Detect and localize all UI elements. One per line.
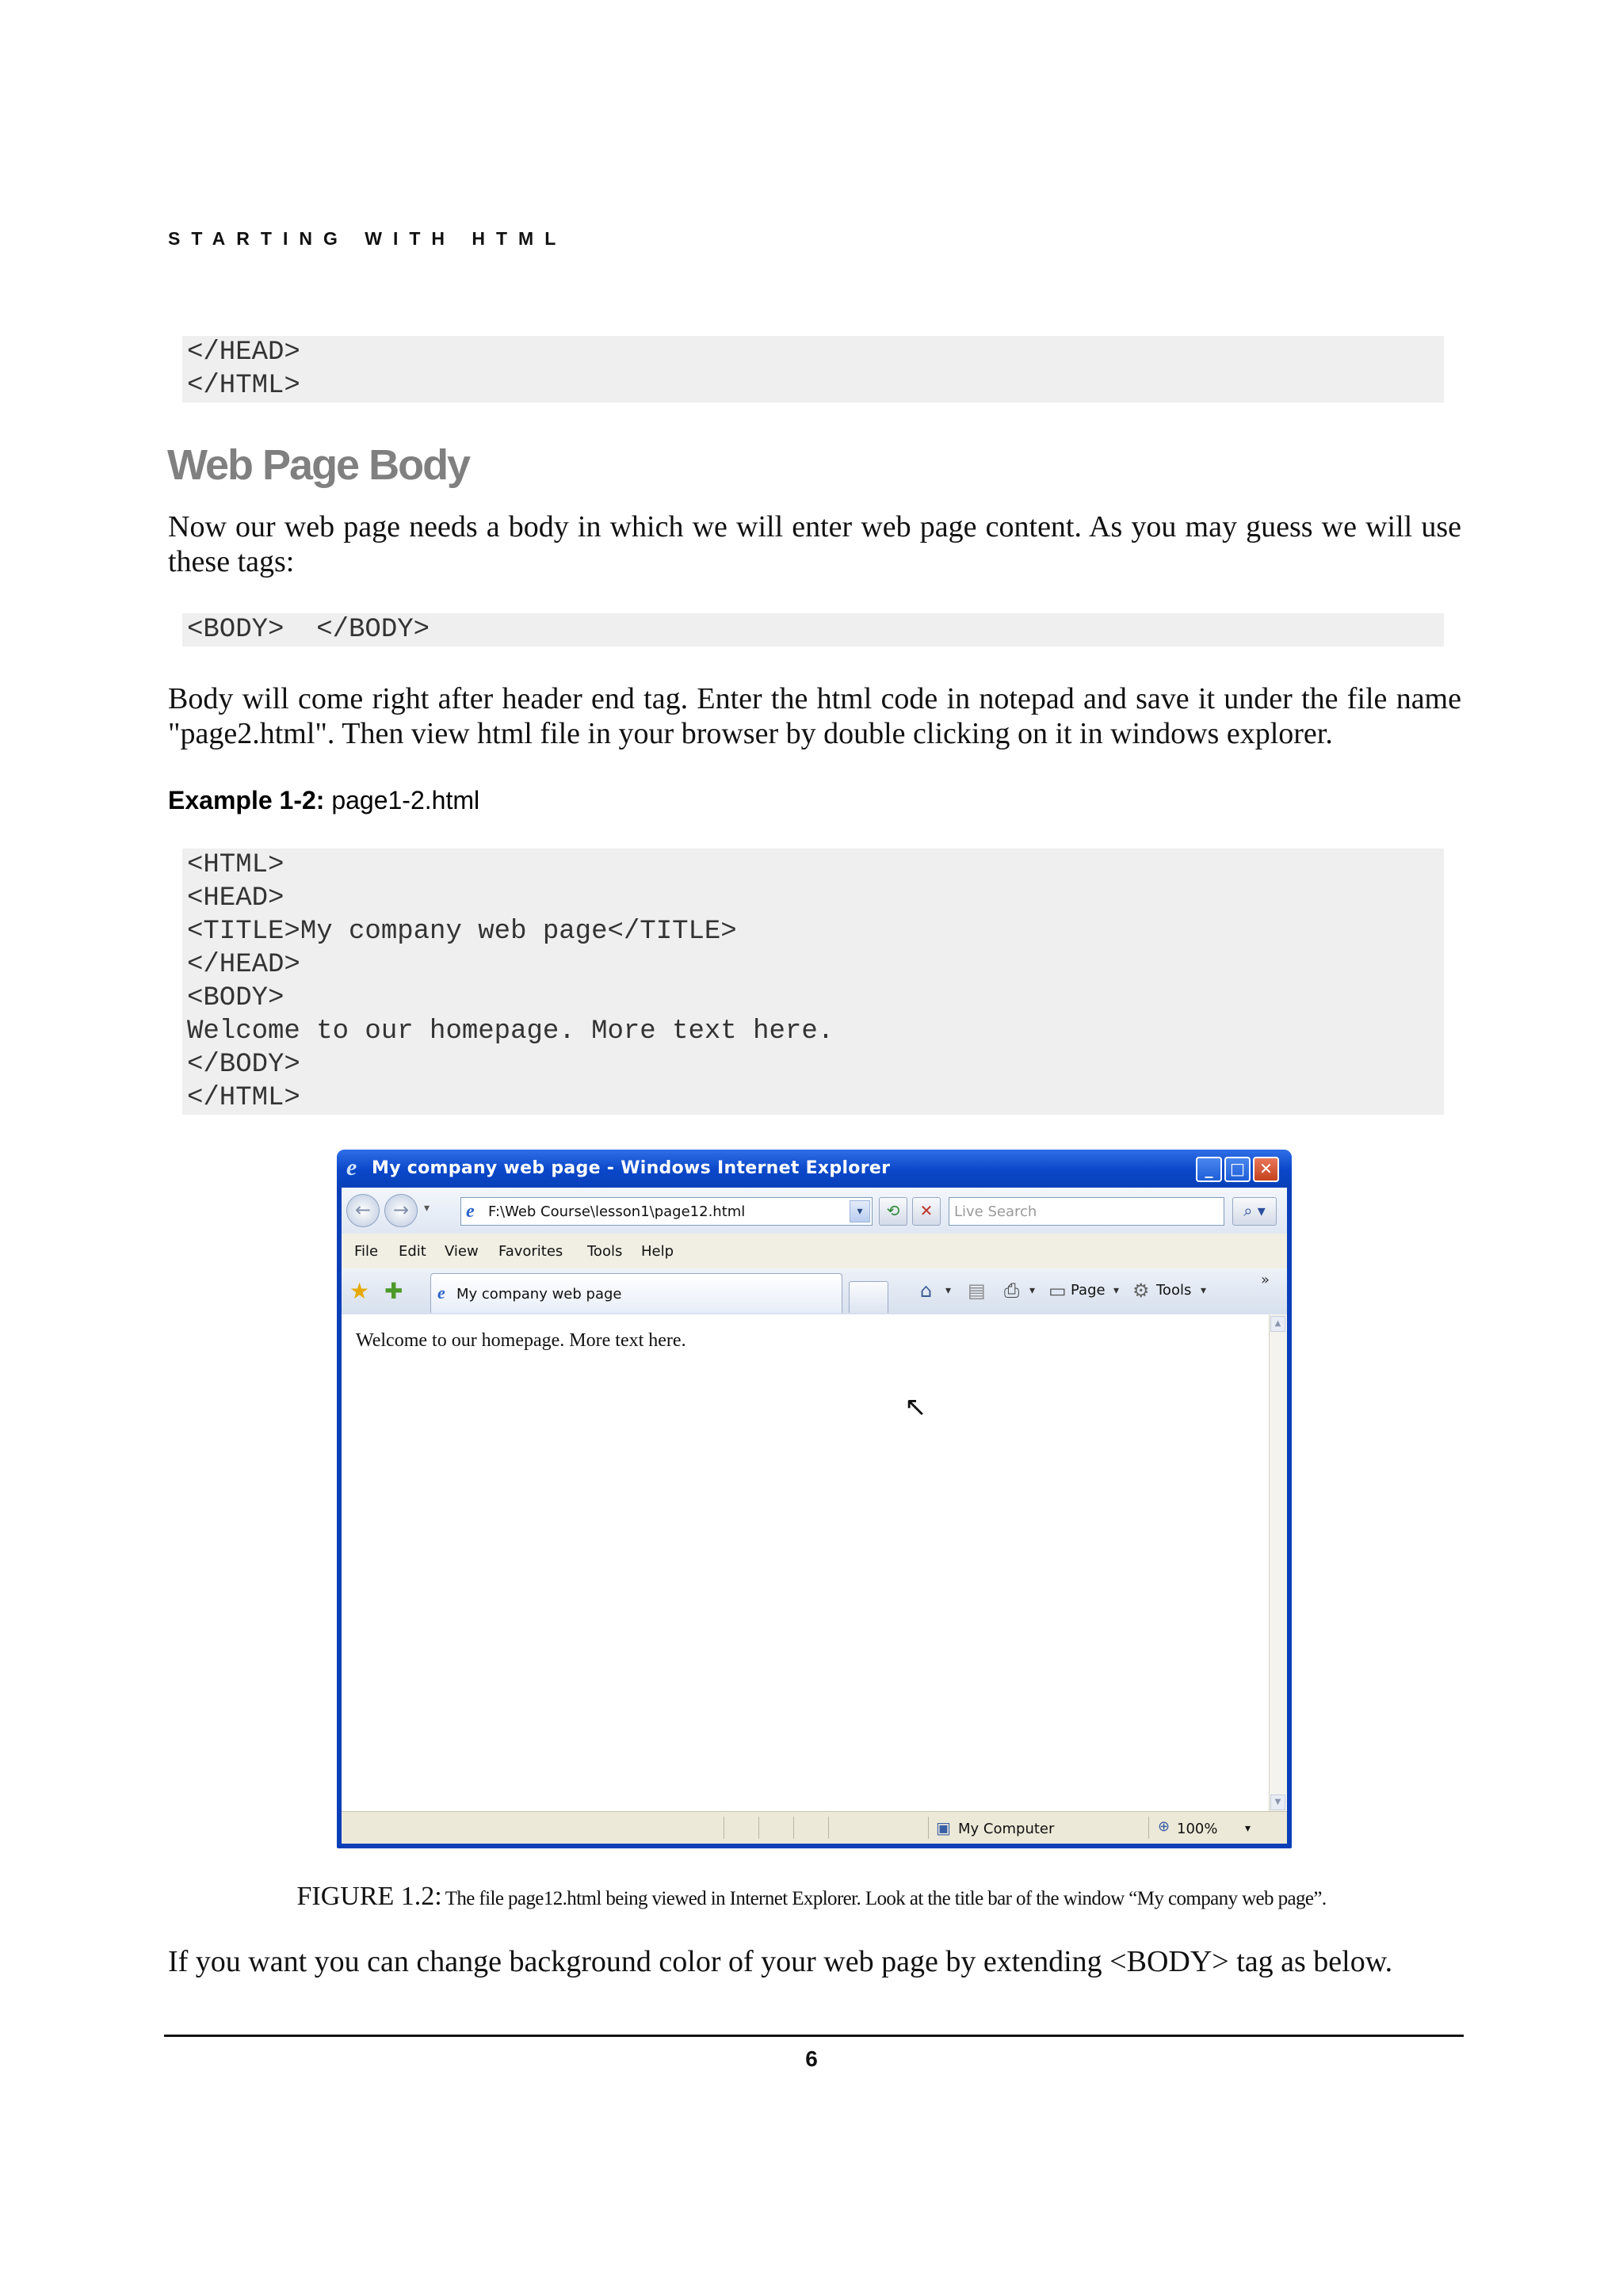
code-block-head-end <box>182 336 1444 402</box>
code-block-body-tag <box>182 613 1444 646</box>
page-content-text: Welcome to our homepage. More text here. <box>356 1330 686 1351</box>
close-button[interactable]: ✕ <box>1253 1157 1279 1182</box>
browser-body <box>342 1188 1287 1844</box>
status-divider <box>928 1817 929 1839</box>
status-divider <box>828 1817 829 1839</box>
address-bar[interactable] <box>460 1197 873 1226</box>
scroll-up-arrow-icon[interactable]: ▲ <box>1270 1316 1285 1332</box>
menu-tools[interactable]: Tools <box>587 1243 623 1260</box>
page-menu-icon[interactable]: ▭ <box>1048 1280 1067 1302</box>
vertical-scrollbar[interactable] <box>1269 1314 1287 1812</box>
zoom-icon[interactable]: ⊕ <box>1158 1818 1170 1835</box>
figure-caption <box>0 1882 1623 1912</box>
code-line: <BODY> <box>187 983 285 1013</box>
example-label-title: Example 1-2: <box>168 786 325 814</box>
zoom-level[interactable]: 100% <box>1177 1821 1218 1837</box>
code-block-example <box>182 849 1444 1115</box>
code-line: <BODY> </BODY> <box>187 615 430 645</box>
tab-active[interactable] <box>430 1273 842 1313</box>
feeds-icon[interactable]: ▤ <box>968 1280 986 1302</box>
example-label <box>168 786 479 815</box>
tools-dropdown-icon[interactable]: ▾ <box>1201 1284 1207 1297</box>
running-header: STARTING WITH HTML <box>168 228 567 249</box>
menu-help[interactable]: Help <box>641 1243 674 1260</box>
browser-window-title: My company web page - Windows Internet Explorer <box>372 1158 891 1178</box>
history-dropdown-icon[interactable]: ▾ <box>424 1202 430 1215</box>
print-icon[interactable]: ⎙ <box>1004 1280 1020 1302</box>
chevron-more-icon[interactable]: » <box>1261 1272 1270 1288</box>
computer-zone-icon: ▣ <box>936 1818 951 1837</box>
stop-button[interactable]: ✕ <box>912 1197 941 1226</box>
page-icon: e <box>466 1201 475 1222</box>
body-instructions-paragraph: Body will come right after header end tag. Enter the html code in notepad and save it under the file name "page2.html". Then view html file in your browser by double clicking on it in windows explorer. <box>168 682 1461 750</box>
favorites-star-icon[interactable]: ★ <box>349 1278 370 1304</box>
zoom-dropdown-icon[interactable]: ▾ <box>1245 1822 1251 1835</box>
home-icon[interactable]: ⌂ <box>920 1280 933 1302</box>
code-line: </HTML> <box>187 371 300 401</box>
code-line: <HEAD> <box>187 883 285 913</box>
search-button[interactable]: ⌕ ▾ <box>1232 1197 1277 1226</box>
new-tab-button[interactable] <box>849 1281 888 1313</box>
mouse-cursor-icon: ↖ <box>904 1391 927 1423</box>
ie-logo-icon: e <box>346 1154 357 1180</box>
print-dropdown-icon[interactable]: ▾ <box>1029 1284 1036 1297</box>
tab-page-icon: e <box>437 1283 445 1302</box>
code-line: </BODY> <box>187 1050 300 1080</box>
code-line: Welcome to our homepage. More text here. <box>187 1016 834 1047</box>
closing-paragraph: If you want you can change background color of your web page by extending <BODY> tag as below. <box>168 1945 1393 1978</box>
page-number: 6 <box>805 2046 818 2071</box>
address-text: F:\Web Course\lesson1\page12.html <box>488 1203 746 1220</box>
page-dropdown-icon[interactable]: ▾ <box>1113 1284 1120 1297</box>
figure-label: FIGURE 1.2: <box>296 1882 442 1911</box>
status-bar <box>342 1811 1287 1844</box>
minimize-button[interactable]: _ <box>1196 1157 1222 1182</box>
page-menu-label[interactable]: Page <box>1071 1282 1106 1299</box>
tools-menu-label[interactable]: Tools <box>1156 1282 1192 1299</box>
page-content-area <box>342 1314 1270 1812</box>
code-line: </HEAD> <box>187 338 300 368</box>
code-line: </HTML> <box>187 1083 300 1113</box>
code-line: </HEAD> <box>187 950 300 980</box>
status-divider <box>793 1817 794 1839</box>
section-title: Web Page Body <box>167 441 470 489</box>
scroll-down-arrow-icon[interactable]: ▼ <box>1270 1794 1285 1810</box>
footer-rule <box>164 2035 1464 2037</box>
address-dropdown-button[interactable]: ▾ <box>850 1200 870 1222</box>
add-favorite-icon[interactable]: ✚ <box>384 1278 403 1304</box>
code-line: <TITLE>My company web page</TITLE> <box>187 917 737 947</box>
forward-button[interactable]: → <box>384 1194 418 1227</box>
figure-caption-text: The file page12.html being viewed in Internet Explorer. Look at the title bar of the window “My company web page”. <box>445 1888 1327 1909</box>
home-dropdown-icon[interactable]: ▾ <box>945 1284 952 1297</box>
menu-bar <box>342 1234 1287 1269</box>
security-zone-label: My Computer <box>958 1821 1055 1837</box>
search-input[interactable]: Live Search <box>949 1197 1224 1226</box>
code-line: <HTML> <box>187 850 285 880</box>
tab-bar <box>342 1268 1287 1315</box>
menu-view[interactable]: View <box>445 1243 479 1260</box>
status-divider <box>1148 1817 1149 1839</box>
tab-label: My company web page <box>456 1286 622 1302</box>
menu-favorites[interactable]: Favorites <box>498 1243 563 1260</box>
intro-paragraph: Now our web page needs a body in which we will enter web page content. As you may guess we will use these tags: <box>168 510 1461 578</box>
tools-gear-icon[interactable]: ⚙ <box>1132 1280 1150 1302</box>
menu-edit[interactable]: Edit <box>399 1243 426 1260</box>
refresh-button[interactable]: ⟲ <box>879 1197 907 1226</box>
example-filename: page1-2.html <box>331 786 480 814</box>
back-button[interactable]: ← <box>346 1194 380 1227</box>
browser-window <box>337 1150 1292 1848</box>
maximize-button[interactable]: □ <box>1224 1157 1251 1182</box>
status-divider <box>758 1817 759 1839</box>
navigation-bar <box>342 1188 1287 1234</box>
browser-titlebar <box>337 1150 1292 1188</box>
menu-file[interactable]: File <box>354 1243 379 1260</box>
